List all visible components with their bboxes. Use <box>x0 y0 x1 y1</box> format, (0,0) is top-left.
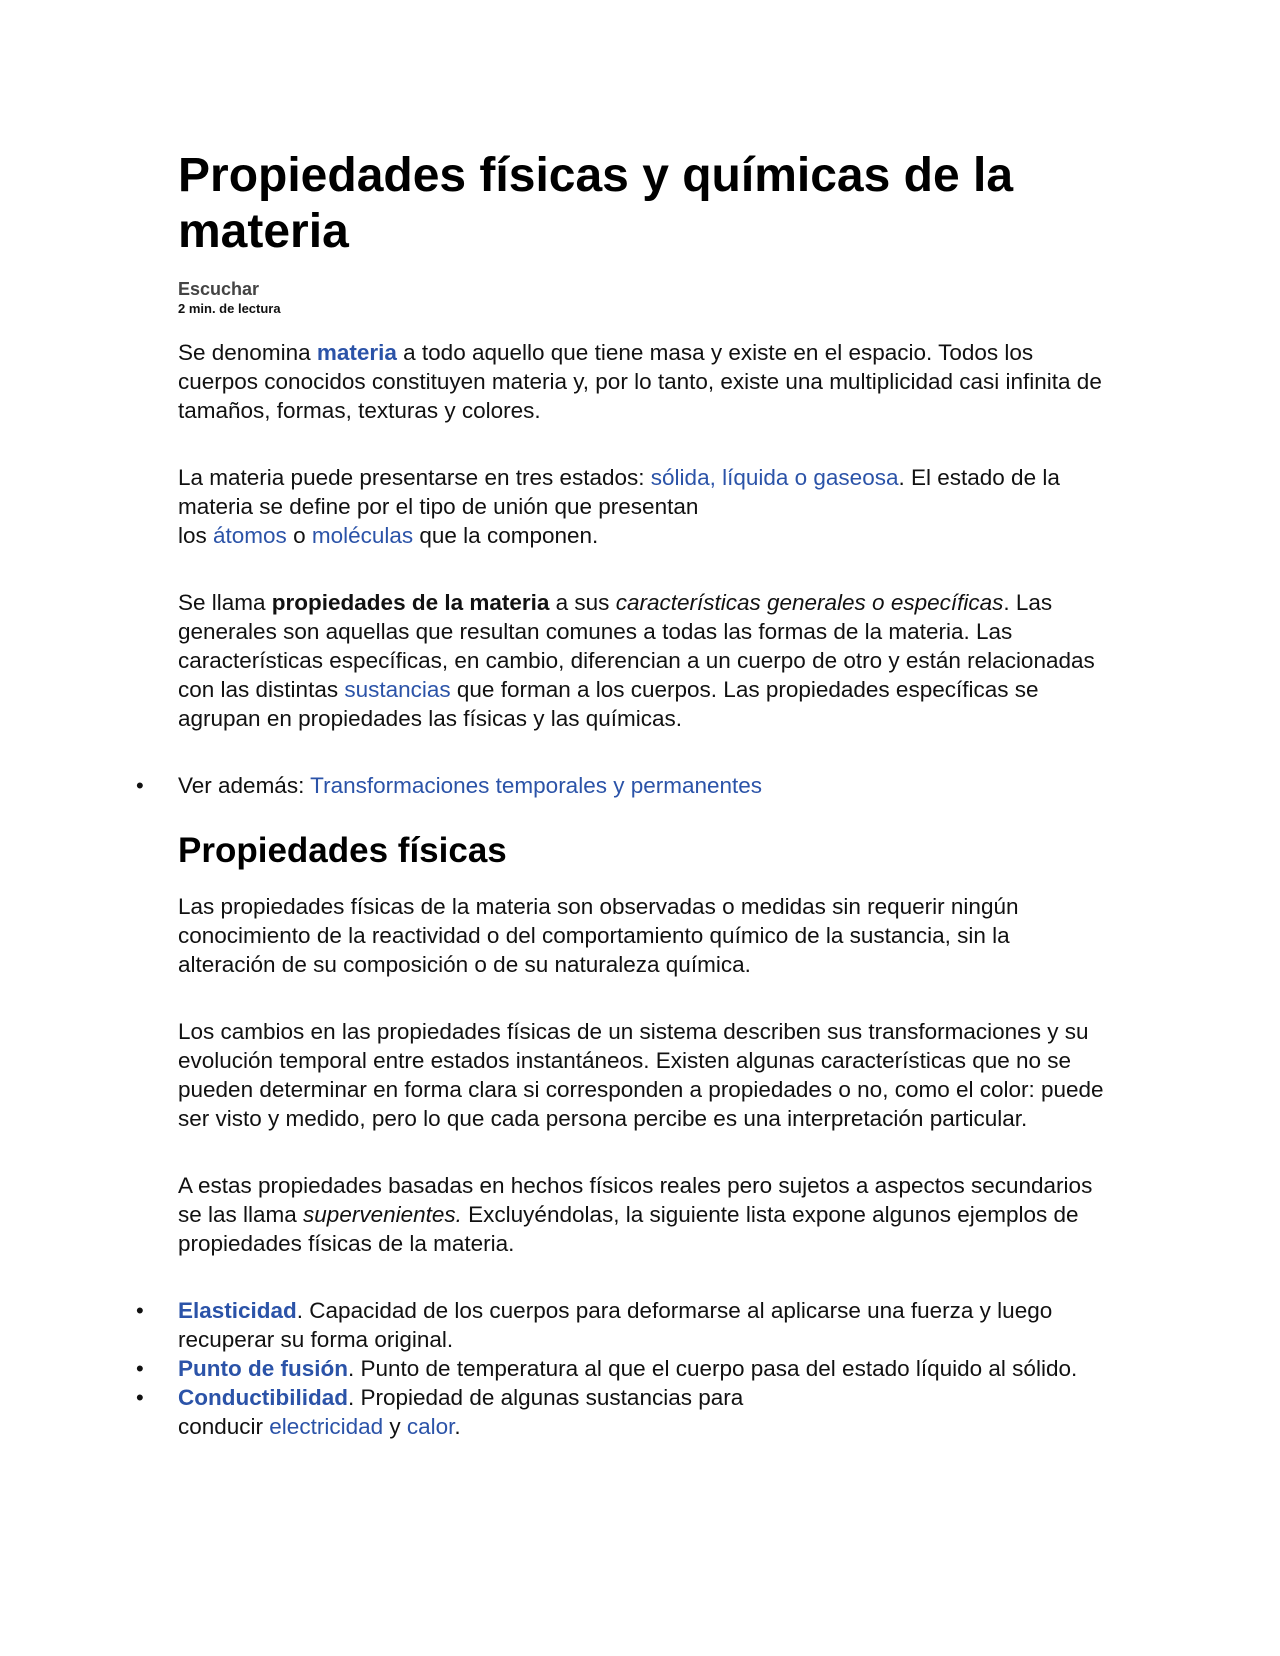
listen-button[interactable]: Escuchar <box>178 279 260 299</box>
article <box>178 148 1108 1441</box>
link-moleculas[interactable]: moléculas <box>311 523 414 548</box>
intro-paragraph-2: La materia puede presentarse en tres estados: sólida, líquida o gaseosa. El estado de la materia se define por el tipo de unión que presentan los átomos o moléculas que la componen. <box>178 465 1060 548</box>
see-also-list <box>178 771 1108 800</box>
read-time: 2 min. de lectura <box>178 301 281 316</box>
list-item: • Punto de fusión. Punto de temperatura al que el cuerpo pasa del estado líquido al sólido. <box>178 1354 1108 1383</box>
link-sustancias[interactable]: sustancias <box>344 677 451 702</box>
physical-properties-list <box>178 1296 1108 1441</box>
link-electricidad[interactable]: electricidad <box>269 1414 384 1439</box>
link-transformaciones[interactable]: Transformaciones temporales y permanentes <box>310 773 763 798</box>
list-item: • Conductibilidad. Propiedad de algunas sustancias para conducir electricidad y calor. <box>178 1383 1108 1441</box>
list-item: • Ver además: Transformaciones temporales y permanentes <box>178 771 1108 800</box>
link-materia[interactable]: materia <box>316 340 397 365</box>
link-punto-de-fusion[interactable]: Punto de fusión <box>178 1356 348 1381</box>
link-calor[interactable]: calor <box>406 1414 455 1439</box>
link-elasticidad[interactable]: Elasticidad <box>178 1298 297 1323</box>
intro-paragraph-1: Se denomina materia a todo aquello que tiene masa y existe en el espacio. Todos los cuerpos conocidos constituyen materia y, por lo tanto, existe una multiplicidad casi infinita de tamaños, formas, texturas y colores. <box>178 340 1102 423</box>
page-title: Propiedades físicas y químicas de la materia <box>178 149 1014 258</box>
link-conductibilidad[interactable]: Conductibilidad <box>178 1385 348 1410</box>
link-estados[interactable]: sólida, líquida o gaseosa <box>650 465 899 490</box>
list-item: • Elasticidad. Capacidad de los cuerpos para deformarse al aplicarse una fuerza y luego recuperar su forma original. <box>178 1296 1108 1354</box>
section-heading-physical: Propiedades físicas <box>178 831 507 870</box>
physical-paragraph-2: Los cambios en las propiedades físicas de un sistema describen sus transformaciones y su evolución temporal entre estados instantáneos. Existen algunas características que no se pueden determinar en forma clara si corresponden a propiedades o no, como el color: puede ser visto y medido, pero lo que cada persona percibe es una interpretación particular. <box>178 1019 1104 1131</box>
intro-paragraph-3: Se llama propiedades de la materia a sus características generales o específicas. Las generales son aquellas que resultan comunes a todas las formas de la materia. Las características específicas, en cambio, diferencian a un cuerpo de otro y están relacionadas con las distintas sustancias que forman a los cuerpos. Las propiedades específicas se agrupan en propiedades las físicas y las químicas. <box>178 590 1095 731</box>
physical-paragraph-1: Las propiedades físicas de la materia son observadas o medidas sin requerir ningún conocimiento de la reactividad o del comportamiento químico de la sustancia, sin la alteración de su composición o de su naturaleza química. <box>178 894 1019 977</box>
link-atomos[interactable]: átomos <box>213 523 287 548</box>
physical-paragraph-3: A estas propiedades basadas en hechos físicos reales pero sujetos a aspectos secundarios se las llama supervenientes. Excluyéndolas, la siguiente lista expone algunos ejemplos de propiedades físicas de la materia. <box>178 1173 1093 1256</box>
